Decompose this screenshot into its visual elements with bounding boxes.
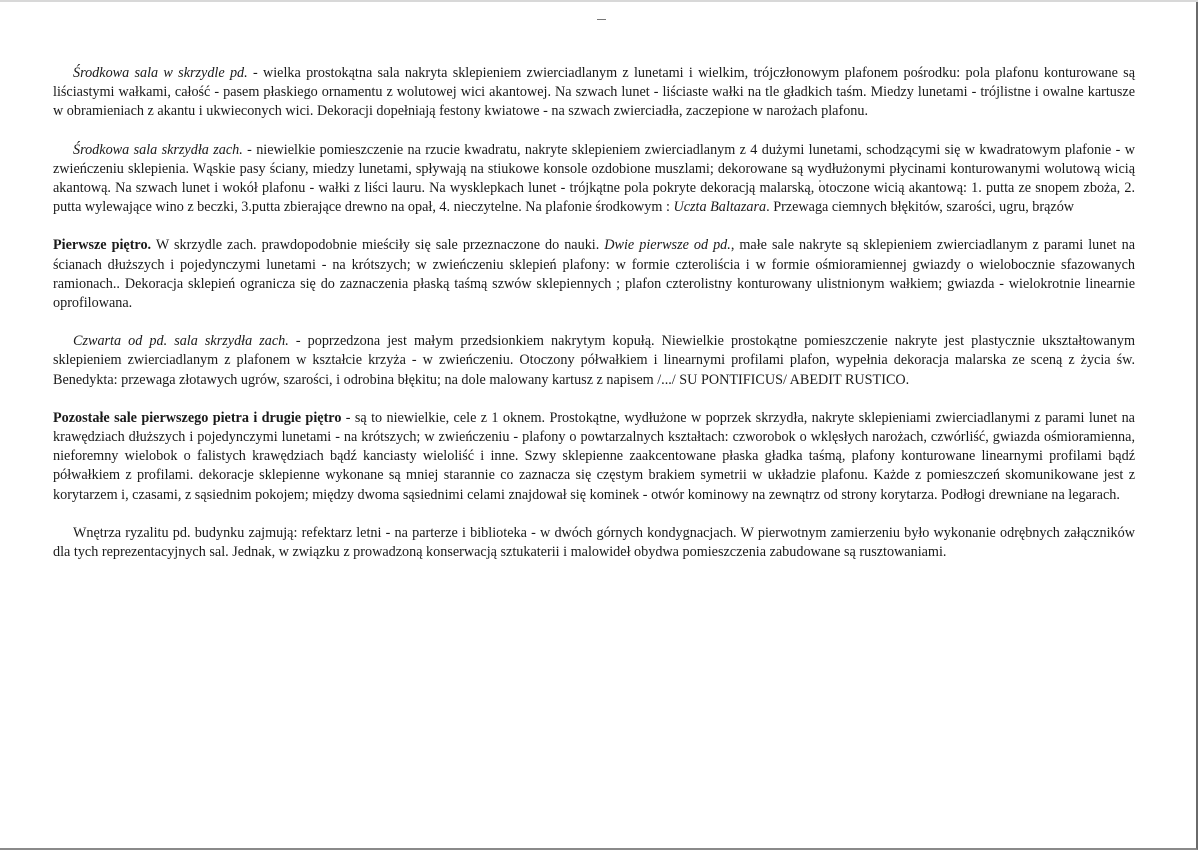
paragraph-text: - niewielkie pomieszczenie na rzucie kwadratu, nakryte sklepieniem zwierciadlanym z 4 dużymi lunetami, schodzącymi się w kwadratowym plafonie - w zwieńczeniu sklepienia. Wąskie pasy ściany, miedzy lunetami, spływają na stiukowe konsole ozdobione muszlami; dekorowane są wydłużonymi płycinami konturowanymi wolutową wicią akantową. Na szwach lunet i wokół plafonu - wałki z liści lauru. Na wysklepkach lunet - trójkątne pola pokryte dekoracją malarską, otoczone wicią akantową: 1. putta ze snopem zboża, 2. putta wylewające wino z beczki, 3.putta zbierające drewno na opał, 4. nieczytelne. Na plafonie środkowym : <box>53 141 1135 216</box>
paragraph-tail: . Przewaga ciemnych błękitów, szarości, ugru, brązów <box>766 199 1075 216</box>
paragraph-text: Wnętrza ryzalitu pd. budynku zajmują: refektarz letni - na parterze i biblioteka - w dwóch górnych kondygnacjach. W pierwotnym zamierzeniu było wykonanie odrębnych załączników dla tych reprezentacyjnych sal. Jednak, w związku z prowadzoną konserwacją sztukaterii i malowideł obydwa pomieszczenia zabudowane są rusztowaniami. <box>53 524 1135 561</box>
painting-title: Uczta Baltazara <box>673 199 767 216</box>
paragraph-west-wing-hall <box>53 141 1135 218</box>
paragraph-lead: Środkowa sala skrzydła zach. <box>73 141 243 158</box>
paragraph-first-floor <box>53 236 1135 313</box>
scan-edge <box>0 0 1198 2</box>
paragraph-text: - wielka prostokątna sala nakryta sklepieniem zwierciadlanym z lunetami i wielkim, trójczłonowym plafonem pośrodku: pola plafonu konturowane są liściastymi wałkami, całość - pasem płaskiego ornamentu z wolutowej wici akantowej. Na szwach lunet - liściaste wałki na tle gładkich taśm. Miedzy lunetami - trójlistne i owalne kartusze w obramieniach z akantu i ukwieconych wici. Dekoracji dopełniają festony kwiatowe - na szwach zwierciadła, zaczepione w narożach plafonu. <box>53 65 1135 120</box>
paragraph-lead: Środkowa sala w skrzydle pd. <box>73 65 248 81</box>
paragraph-risalit-interiors <box>53 524 1135 562</box>
paragraph-lead: Czwarta od pd. sala skrzydła zach. <box>73 333 289 350</box>
paragraph-remaining-rooms <box>53 409 1135 505</box>
document-body <box>53 64 1135 581</box>
section-heading: Pierwsze piętro. <box>53 237 152 254</box>
section-heading: Pozostałe sale pierwszego pietra i drugie piętro <box>53 409 342 426</box>
scan-mark <box>597 19 606 20</box>
paragraph-fourth-room <box>53 332 1135 390</box>
paragraph-text: - poprzedzona jest małym przedsionkiem nakrytym kopułą. Niewielkie prostokątne pomieszczenie nakryte jest plastycznie ukształtowanym sklepieniem zwierciadlanym z plafonem w kształcie krzyża - w zwieńczeniu. Otoczony półwałkiem i linearnymi profilami plafon, wypełnia dekoracja malarska ze sceną z życia św. Benedykta: przewaga złotawych ugrów, szarości, i odrobina błękitu; na dole malowany kartusz z napisem /.../ SU PONTIFICUS/ ABEDIT RUSTICO. <box>53 333 1135 388</box>
paragraph-text: - są to niewielkie, cele z 1 oknem. Prostokątne, wydłużone w poprzek skrzydła, nakryte sklepieniami zwierciadlanymi z parami lunet na krawędziach dłuższych i pojedynczymi lunetami - na krótszych; w zwieńczeniu - plafony o powtarzalnych kształtach: czworobok o wklęsłych narożach, czwórliść, gwiazda ośmioramienna, nieforemny wielobok o falistych krawędziach bądź kanciasty wieloliść i inne. Szwy sklepienne zaakcentowane płaska gładka taśmą, plafony konturowane linearnymi profilami bądź półwałkiem z profilami. dekoracje sklepienne wykonane są mniej starannie co zaznacza się częstym brakiem symetrii w układzie plafonu. Każde z pomieszczeń skomunikowane jest z korytarzem i, czasami, z sąsiednim pokojem; między dwoma sąsiednimi celami znajdował się kominek - otwór kominowy na zewnątrz od strony korytarza. Podłogi drewniane na legarach. <box>53 409 1135 503</box>
paragraph-south-wing-hall <box>53 64 1135 122</box>
paragraph-text: , małe sale nakryte są sklepieniem zwierciadlanym z parami lunet na ścianach dłuższych i pojedynczymi lunetami - na krótszych; w zwieńczeniu sklepień plafony: w formie czteroliścia i w formie ośmioramiennej gwiazdy o wielobocznie sfazowanych ramionach.. Dekoracja sklepień ogranicza się do zaznaczenia płaską taśmą szwów sklepiennych ; plafon czterolistny konturowany ulistnionym wałkiem; gwiazda - wielokrotnie linearnie oprofilowana. <box>53 237 1135 312</box>
paragraph-text: W skrzydle zach. prawdopodobnie mieściły się sale przeznaczone do nauki. <box>151 237 605 254</box>
paragraph-italic-phrase: Dwie pierwsze od pd. <box>604 237 731 254</box>
